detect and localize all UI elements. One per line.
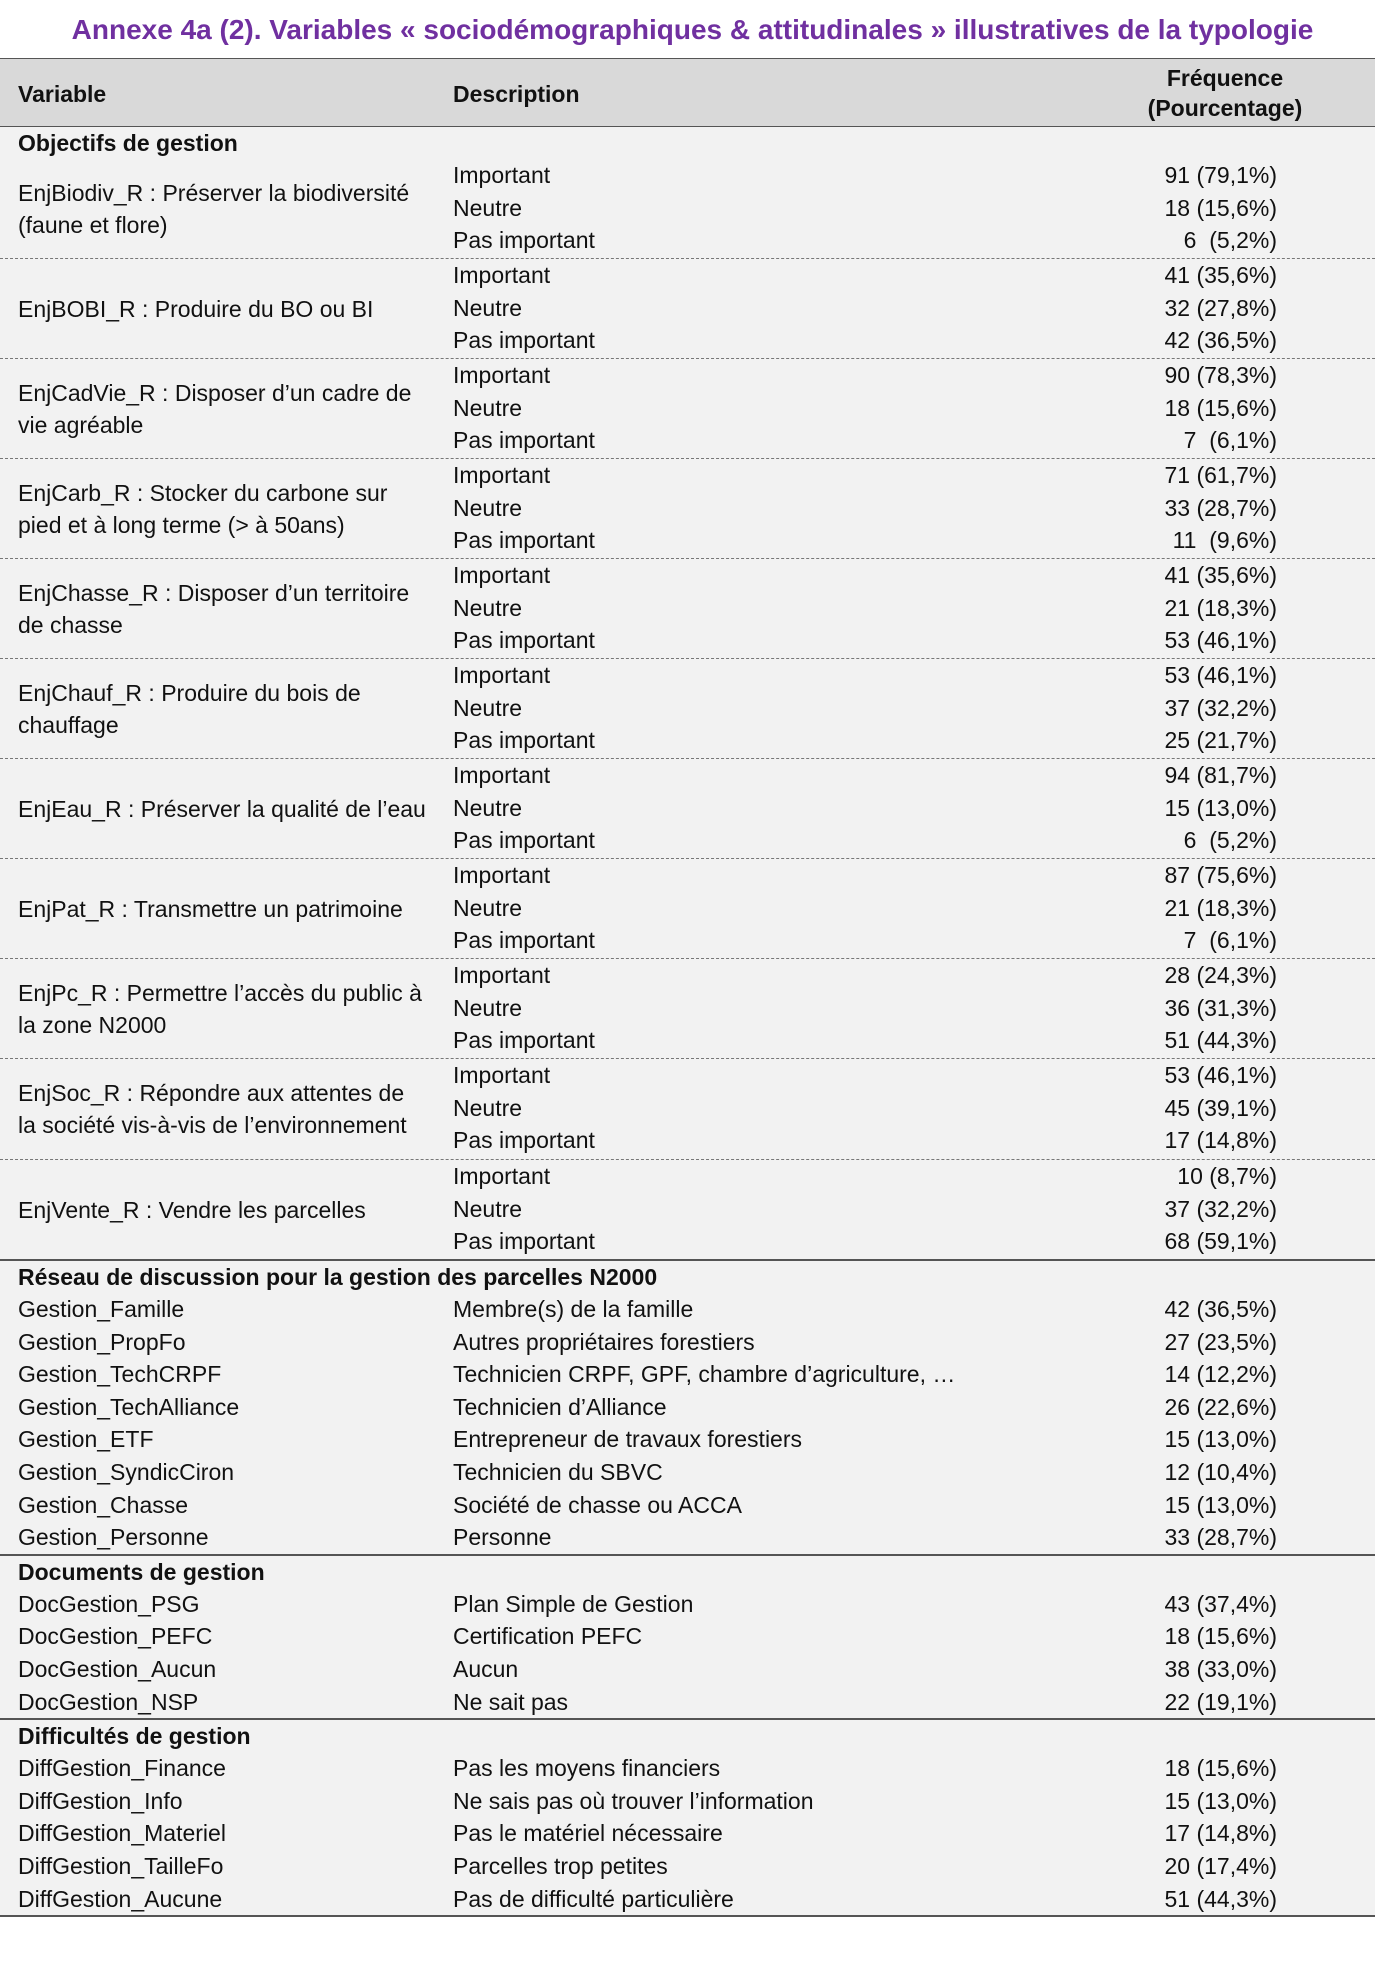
table-row [0,1456,1375,1489]
row-frequency: 28 (24,3%) [1164,962,1277,988]
table-row [0,1024,1375,1057]
row-variable: Gestion_ETF [18,1426,154,1453]
row-frequency: 25 (21,7%) [1164,727,1277,753]
row-frequency: 90 (78,3%) [1164,362,1277,388]
section-objectifs [0,127,1375,1259]
header-variable: Variable [18,81,107,107]
row-frequency: 6 (5,2%) [1183,827,1277,853]
row-frequency: 37 (32,2%) [1164,694,1277,721]
row-frequency: 26 (22,6%) [1164,1393,1277,1420]
section-title: Documents de gestion [18,1558,265,1585]
row-frequency: 33 (28,7%) [1164,1524,1277,1551]
difficultes-rows [0,1752,1375,1915]
group-lines [0,559,1375,657]
row-description: Technicien du SBVC [453,1458,663,1485]
table-row [0,824,1375,857]
row-variable: Gestion_PropFo [18,1328,186,1355]
table-row [0,1620,1375,1653]
row-variable: Gestion_Personne [18,1524,209,1551]
variable-name: EnjVente_R : Vendre les parcelles [18,1196,366,1223]
row-frequency: 17 (14,8%) [1164,1820,1277,1847]
row-variable: DocGestion_NSP [18,1688,199,1715]
variable-name: EnjSoc_R : Répondre aux attentes de la société vis-à-vis de l’environnement [18,1080,407,1138]
row-description: Pas important [453,1027,595,1053]
table-row [0,559,1375,592]
variable-name: EnjCadVie_R : Disposer d’un cadre de vie agréable [18,379,412,438]
objectif-group [0,1058,1375,1159]
table-row [0,1391,1375,1424]
row-description: Pas important [453,427,595,453]
table-row [0,659,1375,692]
row-frequency: 91 (79,1%) [1164,162,1277,188]
group-lines [0,459,1375,557]
row-frequency: 68 (59,1%) [1164,1228,1277,1254]
table-row [0,1358,1375,1391]
table-row [0,1588,1375,1621]
table-row [0,859,1375,892]
row-frequency: 87 (75,6%) [1164,862,1277,888]
row-description: Société de chasse ou ACCA [453,1491,742,1518]
table-header [0,58,1375,128]
variable-name: EnjEau_R : Préserver la qualité de l’eau [18,795,426,822]
table-row [0,1686,1375,1719]
row-description: Neutre [453,194,523,221]
table-row [0,492,1375,525]
objectif-group [0,358,1375,458]
row-frequency: 10 (8,7%) [1177,1163,1277,1189]
row-frequency: 32 (27,8%) [1164,294,1277,321]
table-row [0,1124,1375,1157]
row-variable: DocGestion_Aucun [18,1655,217,1682]
objectif-group [0,1159,1375,1259]
variable-name: EnjPat_R : Transmettre un patrimoine [18,895,403,922]
header-frequence [1110,63,1340,123]
header-pourcentage-label: (Pourcentage) [1147,95,1303,121]
row-description: Ne sait pas [453,1688,569,1715]
header-frequence-label: Fréquence [1166,65,1284,91]
row-description: Technicien CRPF, GPF, chambre d’agriculture, … [453,1361,956,1388]
table-row [0,592,1375,625]
row-frequency: 41 (35,6%) [1164,262,1277,288]
table-row [0,992,1375,1025]
row-frequency: 53 (46,1%) [1164,1062,1277,1088]
table-row [0,1059,1375,1092]
row-description: Pas important [453,827,595,853]
table-row [0,792,1375,825]
row-variable: Gestion_TechCRPF [18,1361,222,1388]
variable-name: EnjChasse_R : Disposer d’un territoire de chasse [18,579,410,638]
row-description: Certification PEFC [453,1623,643,1650]
row-description: Neutre [453,994,523,1021]
row-description: Plan Simple de Gestion [453,1590,694,1617]
row-description: Parcelles trop petites [453,1852,668,1879]
row-frequency: 42 (36,5%) [1164,327,1277,353]
page-title: Annexe 4a (2). Variables « sociodémographiques & attitudinales » illustratives de la typologie [71,14,1314,45]
table-row [0,524,1375,557]
row-frequency: 43 (37,4%) [1164,1590,1277,1617]
row-frequency: 15 (13,0%) [1164,1491,1277,1518]
reseau-rows [0,1293,1375,1554]
row-description: Important [453,562,551,588]
table-row [0,1326,1375,1359]
row-variable: DocGestion_PSG [18,1590,200,1617]
row-description: Neutre [453,1094,523,1121]
row-frequency: 51 (44,3%) [1164,1027,1277,1053]
group-lines [0,859,1375,957]
row-description: Important [453,962,551,988]
table-row [0,1423,1375,1456]
row-description: Pas important [453,627,595,653]
table-bottom-rule [0,1915,1375,1917]
row-frequency: 45 (39,1%) [1164,1094,1277,1121]
row-variable: Gestion_Famille [18,1296,185,1322]
table-row [0,1489,1375,1522]
row-variable: DiffGestion_Materiel [18,1820,226,1847]
table-row [0,1293,1375,1326]
row-description: Important [453,1062,551,1088]
row-frequency: 18 (15,6%) [1164,1755,1277,1782]
row-frequency: 21 (18,3%) [1164,594,1277,621]
row-description: Pas le matériel nécessaire [453,1820,723,1847]
row-frequency: 7 (6,1%) [1183,427,1277,453]
row-description: Neutre [453,494,523,521]
section-reseau [0,1259,1375,1554]
row-description: Neutre [453,394,523,421]
row-frequency: 27 (23,5%) [1164,1328,1277,1355]
row-frequency: 71 (61,7%) [1164,462,1277,488]
variable-name: EnjBOBI_R : Produire du BO ou BI [18,295,374,322]
table-row [0,1521,1375,1554]
row-frequency: 15 (13,0%) [1164,1787,1277,1814]
row-description: Important [453,762,551,788]
table-row [0,724,1375,757]
group-lines [0,159,1375,257]
objectif-group [0,658,1375,758]
objectif-group [0,958,1375,1058]
row-description: Pas important [453,327,595,353]
group-lines [0,1059,1375,1157]
row-description: Important [453,1163,551,1189]
row-description: Pas de difficulté particulière [453,1885,734,1912]
row-variable: Gestion_TechAlliance [18,1393,240,1420]
row-frequency: 12 (10,4%) [1164,1458,1277,1485]
row-frequency: 94 (81,7%) [1164,762,1277,788]
group-lines [0,1160,1375,1258]
row-description: Important [453,662,551,688]
row-frequency: 21 (18,3%) [1164,894,1277,921]
group-lines [0,359,1375,457]
row-frequency: 51 (44,3%) [1164,1885,1277,1912]
objectif-group [0,758,1375,858]
group-lines [0,759,1375,857]
row-frequency: 33 (28,7%) [1164,494,1277,521]
table-body [0,127,1375,1917]
row-description: Technicien d’Alliance [453,1393,667,1420]
table-row [0,292,1375,325]
row-frequency: 18 (15,6%) [1164,394,1277,421]
row-description: Pas important [453,1127,595,1153]
row-variable: DiffGestion_Aucune [18,1885,223,1912]
table-row [0,359,1375,392]
objectifs-groups [0,159,1375,1259]
variable-name: EnjCarb_R : Stocker du carbone sur pied et à long terme (> à 50ans) [18,479,388,538]
row-frequency: 15 (13,0%) [1164,794,1277,821]
table-row [0,424,1375,457]
row-frequency: 11 (9,6%) [1172,527,1277,553]
table-row [0,1817,1375,1850]
documents-rows [0,1588,1375,1718]
objectif-group [0,159,1375,258]
row-variable: Gestion_Chasse [18,1491,189,1518]
row-description: Important [453,462,551,488]
row-frequency: 14 (12,2%) [1164,1361,1277,1388]
row-description: Pas important [453,227,595,253]
table-row [0,392,1375,425]
row-frequency: 15 (13,0%) [1164,1426,1277,1453]
row-frequency: 18 (15,6%) [1164,194,1277,221]
row-description: Pas important [453,527,595,553]
row-description: Personne [453,1524,552,1551]
row-frequency: 17 (14,8%) [1164,1127,1277,1153]
row-description: Aucun [453,1655,519,1682]
table-row [0,759,1375,792]
table-row [0,192,1375,225]
row-frequency: 36 (31,3%) [1164,994,1277,1021]
table-row [0,692,1375,725]
row-description: Important [453,862,551,888]
row-description: Neutre [453,294,523,321]
row-frequency: 22 (19,1%) [1164,1688,1277,1715]
row-frequency: 53 (46,1%) [1164,627,1277,653]
variable-name: EnjBiodiv_R : Préserver la biodiversité (faune et flore) [18,179,410,238]
variable-name: EnjChauf_R : Produire du bois de chauffage [18,679,361,738]
row-description: Neutre [453,694,523,721]
row-description: Pas important [453,927,595,953]
table-row [0,459,1375,492]
section-title: Objectifs de gestion [18,130,238,156]
row-frequency: 6 (5,2%) [1183,227,1277,253]
row-description: Important [453,162,551,188]
header-description: Description [453,81,580,107]
objectif-group [0,558,1375,658]
row-description: Membre(s) de la famille [453,1296,694,1322]
row-description: Pas important [453,727,595,753]
row-variable: DiffGestion_Finance [18,1755,226,1782]
table-row [0,924,1375,957]
row-description: Important [453,262,551,288]
row-frequency: 41 (35,6%) [1164,562,1277,588]
table-row [0,1785,1375,1818]
table-row [0,159,1375,192]
section-documents [0,1554,1375,1718]
table-row [0,1752,1375,1785]
row-description: Autres propriétaires forestiers [453,1328,755,1355]
table-row [0,1193,1375,1226]
group-lines [0,959,1375,1057]
row-description: Neutre [453,794,523,821]
table-row [0,259,1375,292]
row-description: Pas important [453,1228,595,1254]
table-row [0,1850,1375,1883]
table-row [0,324,1375,357]
row-frequency: 7 (6,1%) [1183,927,1277,953]
row-description: Neutre [453,594,523,621]
section-title: Réseau de discussion pour la gestion des parcelles N2000 [18,1264,658,1290]
row-variable: Gestion_SyndicCiron [18,1458,235,1485]
table-row [0,1092,1375,1125]
row-description: Neutre [453,894,523,921]
row-frequency: 37 (32,2%) [1164,1195,1277,1222]
row-frequency: 53 (46,1%) [1164,662,1277,688]
row-description: Important [453,362,551,388]
group-lines [0,659,1375,757]
row-description: Neutre [453,1195,523,1222]
table-row [0,1160,1375,1193]
row-description: Pas les moyens financiers [453,1755,721,1782]
row-frequency: 38 (33,0%) [1164,1655,1277,1682]
row-frequency: 18 (15,6%) [1164,1623,1277,1650]
group-lines [0,259,1375,357]
row-variable: DiffGestion_Info [18,1787,183,1814]
row-variable: DocGestion_PEFC [18,1623,213,1650]
table-row [0,624,1375,657]
row-frequency: 20 (17,4%) [1164,1852,1277,1879]
section-title: Difficultés de gestion [18,1723,251,1750]
table-row [0,1653,1375,1686]
table-row [0,1225,1375,1258]
objectif-group [0,858,1375,958]
table-row [0,1883,1375,1916]
section-difficultes [0,1718,1375,1915]
variable-name: EnjPc_R : Permettre l’accès du public à la zone N2000 [18,979,422,1038]
objectif-group [0,458,1375,558]
table-row [0,224,1375,257]
row-description: Entrepreneur de travaux forestiers [453,1426,803,1453]
objectif-group [0,258,1375,358]
table-row [0,892,1375,925]
row-variable: DiffGestion_TailleFo [18,1852,224,1879]
row-frequency: 42 (36,5%) [1164,1296,1277,1322]
row-description: Ne sais pas où trouver l’information [453,1787,814,1814]
table-row [0,959,1375,992]
